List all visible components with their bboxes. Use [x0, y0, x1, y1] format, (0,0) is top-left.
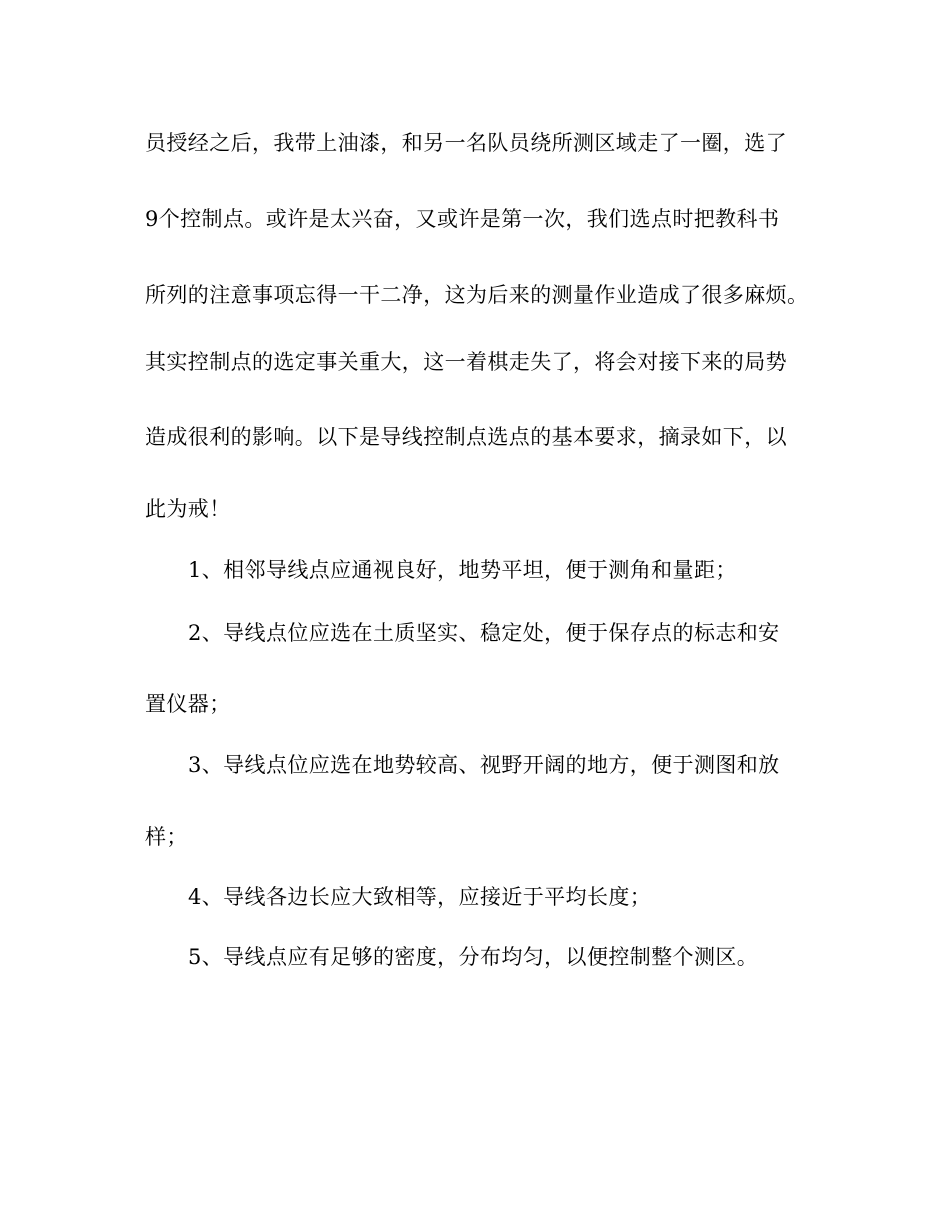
paragraph-line: 9个控制点。或许是太兴奋，又或许是第一次，我们选点时把教科书 [145, 207, 780, 231]
paragraph-line: 其实控制点的选定事关重大，这一着棋走失了，将会对接下来的局势 [145, 350, 787, 374]
requirement-item-2-continuation: 置仪器； [145, 692, 231, 716]
paragraph-line: 造成很利的影响。以下是导线控制点选点的基本要求，摘录如下，以 [145, 425, 787, 449]
paragraph-line: 员授经之后，我带上油漆，和另一名队员绕所测区域走了一圈，选了 [145, 131, 787, 155]
requirement-item-3: 3、导线点位应选在地势较高、视野开阔的地方，便于测图和放 [188, 753, 780, 777]
requirement-item-1: 1、相邻导线点应通视良好，地势平坦，便于测角和量距； [188, 558, 737, 582]
requirement-item-5: 5、导线点应有足够的密度，分布均匀，以便控制整个测区。 [188, 945, 759, 969]
paragraph-line: 所列的注意事项忘得一干二净，这为后来的测量作业造成了很多麻烦。 [145, 283, 809, 307]
requirement-item-3-continuation: 样； [145, 825, 188, 849]
requirement-item-4: 4、导线各边长应大致相等，应接近于平均长度； [188, 885, 652, 909]
requirement-item-2: 2、导线点位应选在土质坚实、稳定处，便于保存点的标志和安 [188, 621, 780, 645]
paragraph-line: 此为戒！ [145, 497, 231, 521]
